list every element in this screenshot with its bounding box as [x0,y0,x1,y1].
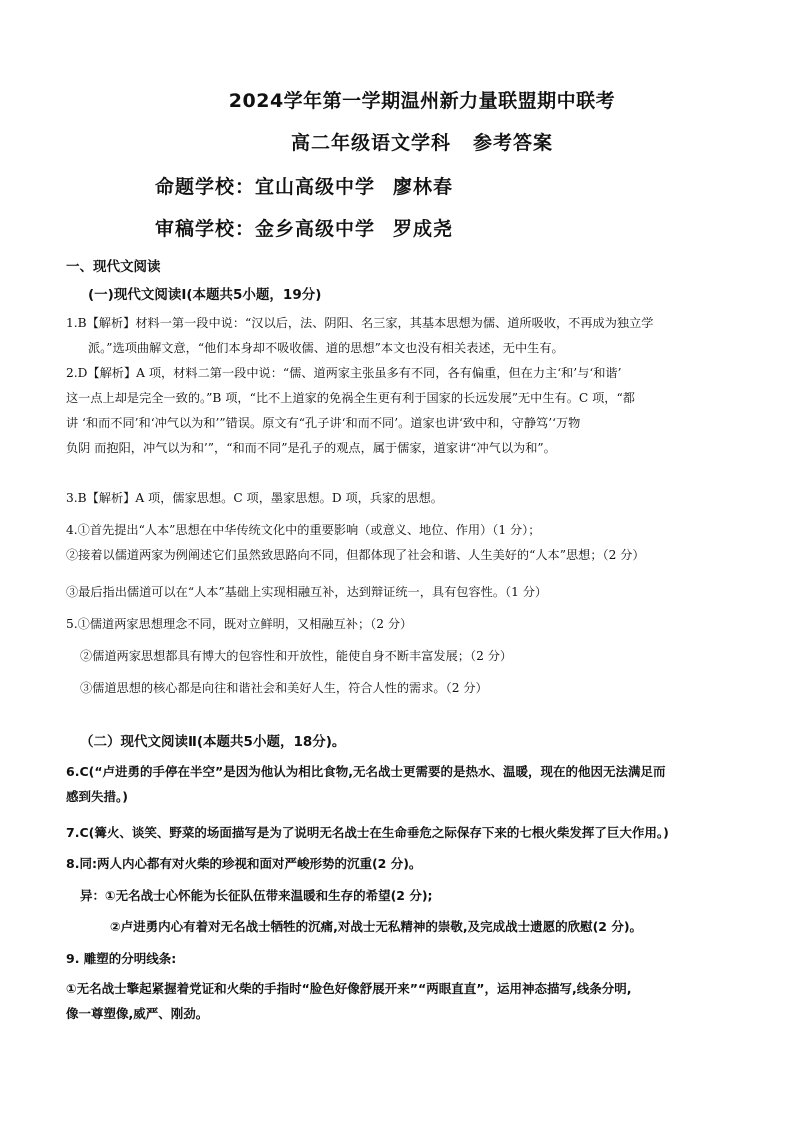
answer-q6 [66,759,736,809]
reviewer-name: 罗成尧 [393,218,454,240]
answer-q5-cont [80,644,750,669]
answer-label: 参考答案 [473,132,554,154]
subsection-heading-reading-1: (一)现代文阅读Ⅰ(本题共5小题，19分) [88,287,322,303]
answer-q9-title: 9. 雕塑的分明线条: [66,951,177,966]
answer-q9-line2: 像一尊塑像,威严、刚劲。 [66,1006,209,1021]
answer-q4-line2: ②接着以儒道两家为例阐述它们虽然致思路向不同，但都体现了社会和谐、人生美好的“人本”思想；（2 分） [66,548,645,562]
answer-q8-line1: 8.同:两人内心都有对火柴的珍视和面对严峻形势的沉重(2 分)。 [66,856,422,871]
answer-q5-line3: ③儒道思想的核心都是向往和谐社会和美好人生，符合人性的需求。（2 分） [80,681,488,695]
answer-q4-line3: ③最后指出儒道可以在“人本”基础上实现相融互补，达到辩证统一，具有包容性。（1 分） [66,585,548,599]
answer-q4-line1: 4.①首先提出“人本”思想在中华传统文化中的重要影响（或意义、地位、作用）（1 分）； [66,523,541,537]
answer-q8-line2: 异：①无名战士心怀能为长征队伍带来温暖和生存的希望(2 分); [80,888,433,903]
answer-q9 [66,976,736,1026]
answer-q4 [66,518,736,568]
reviewer-line [155,214,453,241]
answer-q9-line1: ①无名战士擎起紧握着党证和火柴的手指时“脸色好像舒展开来”“两眼直直”，运用神态描写,线条分明, [66,981,632,996]
answer-q2-line2: 这一点上却是完全一致的。”B 项，“比不上道家的免祸全生更有利于国家的长远发展”无中生有。C 项，“都 [66,391,635,405]
answer-q1 [66,311,736,361]
setter-name: 廖林春 [393,176,454,198]
setter-school: 命题学校：宜山高级中学 [155,176,376,198]
answer-q4-line3-block [66,580,736,605]
answer-q2-line3: 讲 ‘和而不同’和‘冲气以为和’”错误。原文有“孔子讲‘和而不同’。道家也讲‘致中和，守静笃’‘万物 [66,416,581,430]
setter-line [155,172,453,199]
answer-q6-line1: 6.C(“卢进勇的手停在半空”是因为他认为相比食物,无名战士更需要的是热水、温暖，现在的他因无法满足而 [66,764,666,779]
answer-q1-line1: 1.B【解析】材料一第一段中说：“汉以后，法、阴阳、名三家，其基本思想为儒、道所吸收，不再成为独立学 [66,316,654,330]
reviewer-school: 审稿学校：金乡高级中学 [155,218,376,240]
document-title: 2024学年第一学期温州新力量联盟期中联考 [228,90,616,112]
answer-q5-line2: ②儒道两家思想都具有博大的包容性和开放性，能使自身不断丰富发展；（2 分） [80,649,513,663]
answer-q2-line4: 负阴 而抱阳，冲气以为和’”，“和而不同”是孔子的观点，属于儒家，道家讲“冲气以为和”。 [66,441,556,455]
answer-q6-line2: 感到失措。) [66,789,128,804]
answer-q8-line3: ②卢进勇内心有着对无名战士牺牲的沉痛,对战士无私精神的崇敬,及完成战士遗愿的欣慰(2 分)。 [110,919,643,934]
answer-q5-cont2 [80,676,750,701]
answer-q2-line1: 2.D【解析】A 项，材料二第一段中说：“儒、道两家主张虽多有不同，各有偏重，但在力主‘和’与‘和谐’ [66,366,622,380]
answer-q2 [66,361,736,461]
document-subtitle [0,128,794,155]
grade-subject: 高二年级语文学科 [290,132,451,154]
subsection-heading-reading-2: （二）现代文阅读Ⅱ(本题共5小题，18分)。 [80,734,346,750]
answer-q5-line1: 5.①儒道两家思想理念不同，既对立鲜明，又相融互补；（2 分） [66,617,413,631]
answer-q5 [66,612,736,637]
section-heading-modern-reading: 一、现代文阅读 [66,259,161,275]
answer-q1-line2: 派。”选项曲解文意，“他们本身却不吸收儒、道的思想”本文也没有相关表述，无中生有。 [88,341,564,355]
answer-q7: 7.C(篝火、谈笑、野菜的场面描写是为了说明无名战士在生命垂危之际保存下来的七根火柴发挥了巨大作用。) [66,825,669,840]
answer-q3: 3.B【解析】A 项，儒家思想。C 项，墨家思想。D 项，兵家的思想。 [66,491,443,505]
